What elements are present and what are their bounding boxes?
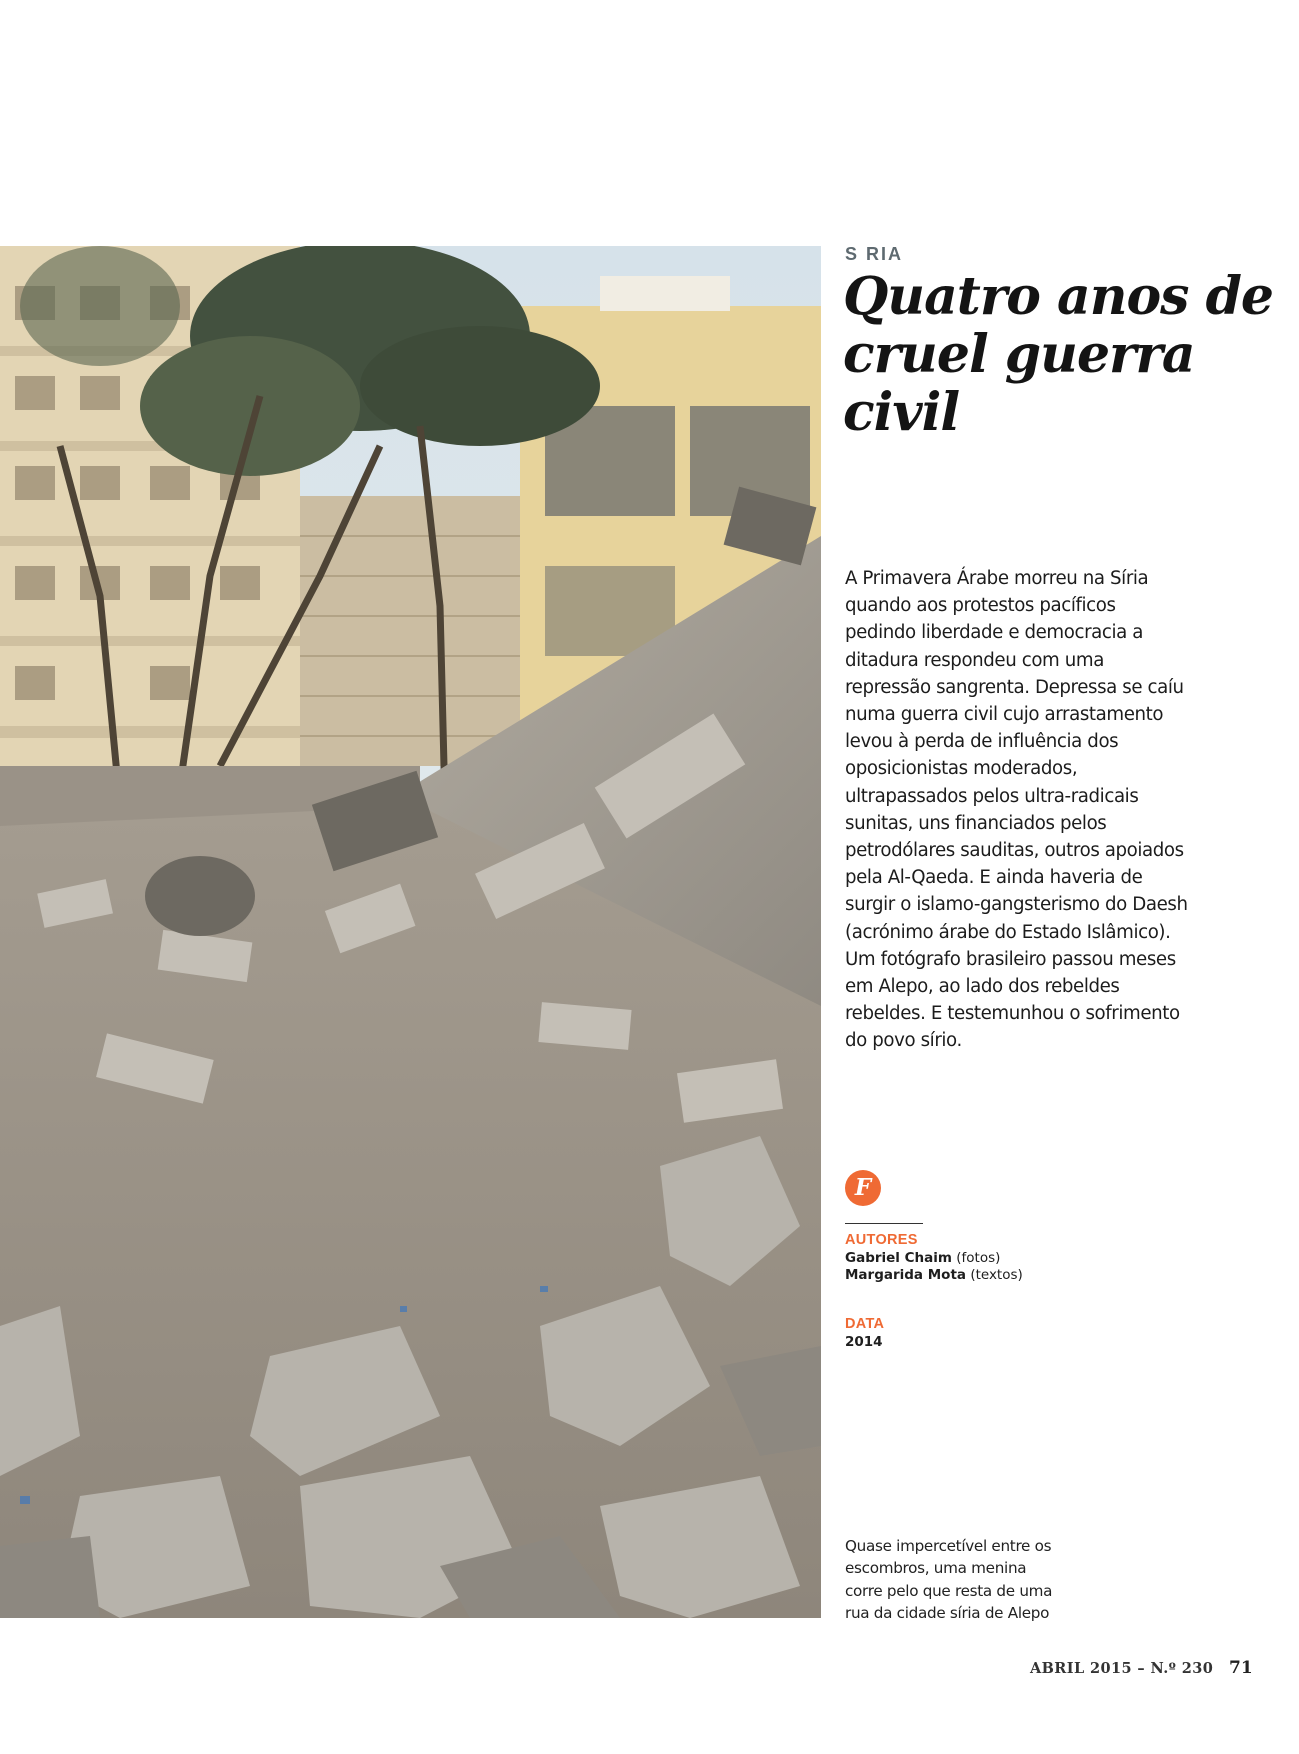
publication-logo-icon: F bbox=[845, 1170, 881, 1206]
authors-label: AUTORES bbox=[845, 1232, 918, 1248]
date-label: DATA bbox=[845, 1316, 885, 1332]
section-label: S RIA bbox=[845, 244, 904, 264]
photo-rubble-aleppo bbox=[0, 246, 821, 1618]
author-entry bbox=[845, 1250, 1000, 1266]
author-role: (textos) bbox=[970, 1267, 1023, 1283]
page-number: 71 bbox=[1229, 1658, 1253, 1678]
photo-caption: Quase impercetível entre os escombros, uma menina corre pelo que resta de uma rua da cidade síria de Alepo bbox=[845, 1537, 1053, 1622]
lead-paragraph: A Primavera Árabe morreu na Síria quando aos protestos pacíficos pedindo liberdade e democracia a ditadura respondeu com uma repressão sangrenta. Depressa se caíu numa guerra civil cujo arrastamento levou à perda de influência dos oposicionistas moderados, ultrapassados pelos ultra-radicais sunitas, uns financiados pelos petrodólares sauditas, outros apoiados pela Al-Qaeda. E ainda haveria de surgir o islamo-gangsterismo do Daesh (acrónimo árabe do Estado Islâmico). Um fotógrafo brasileiro passou meses em Alepo, ao lado dos rebeldes rebeldes. E testemunhou o sofrimento do povo sírio. bbox=[845, 568, 1188, 1052]
article-title: Quatro anos de cruel guerra civil bbox=[843, 266, 1274, 443]
author-entry bbox=[845, 1267, 1023, 1283]
author-role: (fotos) bbox=[956, 1250, 1001, 1266]
issue-footer: ABRIL 2015 – N.º 230 bbox=[1030, 1660, 1214, 1677]
author-name: Gabriel Chaim bbox=[845, 1250, 952, 1266]
author-name: Margarida Mota bbox=[845, 1267, 967, 1283]
divider bbox=[845, 1223, 923, 1224]
date-value: 2014 bbox=[845, 1334, 883, 1350]
